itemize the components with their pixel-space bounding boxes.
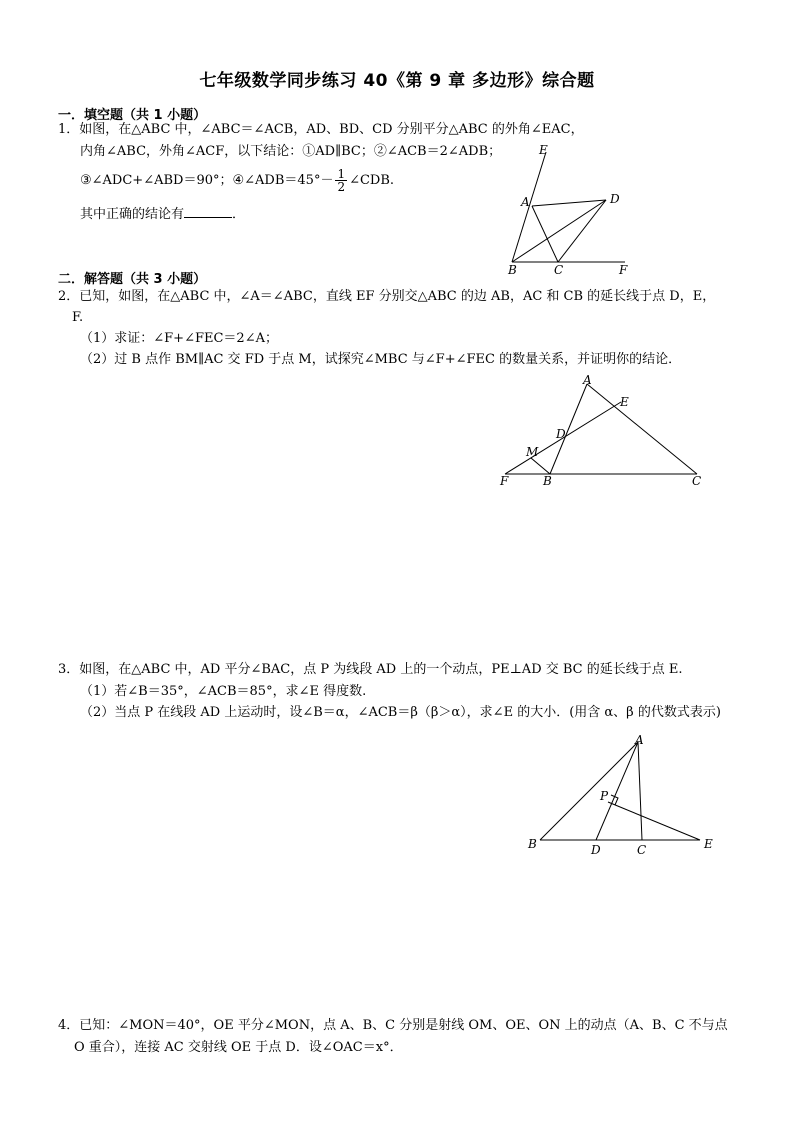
q4-line-2: O 重合），连接 AC 交射线 OE 于点 D．设∠OAC＝x°．: [74, 1040, 403, 1055]
q2-line-2: F.: [72, 310, 84, 325]
label-f: F: [619, 263, 628, 277]
q2-part-1: （1）求证：∠F+∠FEC＝2∠A；: [80, 331, 278, 346]
label-b: B: [543, 474, 552, 488]
label-b: B: [528, 837, 537, 851]
q1-conclusions-3-4: ③∠ADC+∠ABD＝90°；④∠ADB＝45°－: [80, 173, 334, 188]
segment-ac: [638, 742, 642, 840]
label-d: D: [610, 192, 620, 206]
label-p: P: [600, 789, 609, 803]
label-c: C: [637, 843, 647, 857]
label-c: C: [692, 474, 702, 488]
label-c: C: [554, 263, 564, 277]
label-m: M: [526, 445, 539, 459]
q2-figure: [495, 372, 715, 492]
one-half-fraction: [335, 168, 347, 193]
answer-blank[interactable]: [184, 205, 232, 218]
section-solve-heading: 二．解答题（共 3 小题）: [58, 272, 207, 287]
q3-line-1: 3．如图，在△ABC 中，AD 平分∠BAC，点 P 为线段 AD 上的一个动点，PE⊥AD 交 BC 的延长线于点 E.: [58, 662, 683, 677]
segment-bd: [512, 200, 606, 262]
q1-line-3: [80, 168, 394, 193]
label-e: E: [620, 395, 629, 409]
label-b: B: [508, 263, 517, 277]
q2-line-1: 2．已知，如图，在△ABC 中，∠A＝∠ABC，直线 EF 分别交△ABC 的边 AB，AC 和 CB 的延长线于点 D，E，: [58, 289, 716, 304]
label-d: D: [591, 843, 601, 857]
q1-line-2: 内角∠ABC，外角∠ACF，以下结论：①AD∥BC；②∠ACB＝2∠ADB；: [80, 144, 502, 159]
segment-ab: [540, 742, 638, 840]
section-fill-in-heading: 一．填空题（共 1 小题）: [58, 108, 207, 123]
label-a: A: [521, 195, 530, 209]
q1-period: ．: [232, 207, 246, 222]
label-d: D: [556, 427, 566, 441]
segment-bm: [531, 458, 550, 474]
q3-part-1: （1）若∠B＝35°，∠ACB＝85°，求∠E 得度数.: [80, 684, 367, 699]
segment-cd: [558, 200, 606, 262]
label-a: A: [635, 733, 644, 747]
q1-line-4: [80, 205, 245, 223]
q4-line-1: 4．已知：∠MON＝40°，OE 平分∠MON，点 A、B、C 分别是射线 OM、OE、ON 上的动点（A、B、C 不与点: [58, 1018, 728, 1033]
q1-figure: [490, 140, 650, 280]
q1-answer-prompt: 其中正确的结论有: [80, 207, 185, 222]
segment-ad: [532, 200, 606, 206]
fraction-numerator: 1: [337, 167, 346, 181]
q3-figure: [520, 730, 730, 860]
segment-pe: [608, 802, 700, 840]
q1-line-1: 1．如图，在△ABC 中，∠ABC＝∠ACB，AD、BD、CD 分别平分△ABC 的外角∠EAC，: [58, 122, 584, 137]
segment-ac: [587, 384, 697, 474]
label-e: E: [539, 143, 548, 157]
q2-part-2: （2）过 B 点作 BM∥AC 交 FD 于点 M，试探究∠MBC 与∠F+∠FEC 的数量关系，并证明你的结论．: [80, 352, 682, 367]
fraction-denominator: 2: [337, 180, 346, 194]
label-e: E: [704, 837, 713, 851]
q3-part-2: （2）当点 P 在线段 AD 上运动时，设∠B＝α，∠ACB＝β（β＞α），求∠E 的大小．(用含 α、β 的代数式表示): [80, 705, 721, 720]
page-title: 七年级数学同步练习 40《第 9 章 多边形》综合题: [199, 71, 595, 91]
label-f: F: [500, 474, 509, 488]
q1-angle-cdb: ∠CDB.: [349, 173, 395, 188]
label-a: A: [583, 373, 592, 387]
